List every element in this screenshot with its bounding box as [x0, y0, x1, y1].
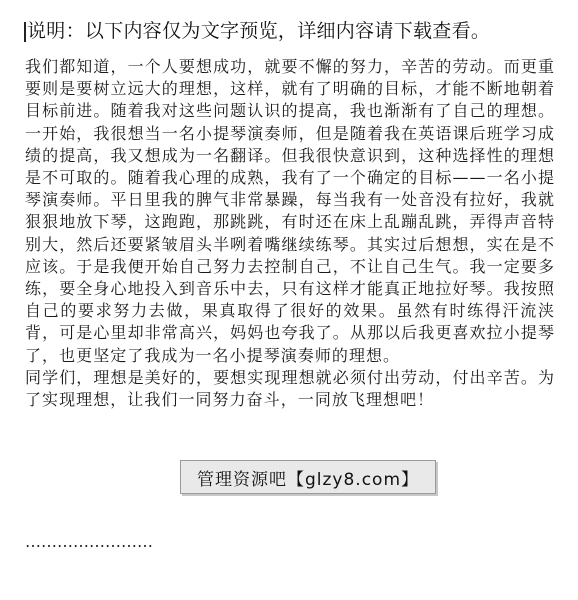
watermark-text: 管理资源吧【glzy8.com】 [196, 469, 420, 490]
ellipsis-line: …………………… [25, 532, 153, 551]
preview-notice: 说明：以下内容仅为文字预览，详细内容请下载查看。 [27, 20, 491, 42]
article-paragraph: 我们都知道，一个人要想成功，就要不懈的努力，辛苦的劳动。而更重要则是要树立远大的理想，这样，就有了明确的目标，才能不断地朝着目标前进。随着我对这些问题认识的提高，我也渐渐有了自己的理想。一开始，我很想当一名小提琴演奏师，但是随着我在英语课后班学习成绩的提高，我又想成为一名翻译。但我很快意识到，这种选择性的理想是不可取的。随着我心理的成熟，我有了一个确定的目标——一名小提琴演奏师。平日里我的脾气非常暴躁，每当我有一处音没有拉好，我就狠狠地放下琴，这跑跑，那跳跳，有时还在床上乱蹦乱跳，弄得声音特别大，然后还要紧皱眉头半咧着嘴继续练琴。其实过后想想，实在是不应该。于是我便开始自己努力去控制自己，不让自己生气。我一定要多练，要全身心地投入到音乐中去，只有这样才能真正地拉好琴。我按照自己的要求努力去做，果真取得了很好的效果。虽然有时练得汗流浃背，可是心里却非常高兴，妈妈也夸我了。从那以后我更喜欢拉小提琴了，也更坚定了我成为一名小提琴演奏师的理想。 [25, 57, 555, 365]
article-paragraph: 同学们，理想是美好的，要想实现理想就必须付出劳动，付出辛苦。为了实现理想，让我们一同努力奋斗，一同放飞理想吧！ [25, 367, 555, 410]
article-body [25, 56, 555, 411]
watermark-banner [180, 460, 436, 494]
text-cursor-mark [24, 22, 26, 42]
